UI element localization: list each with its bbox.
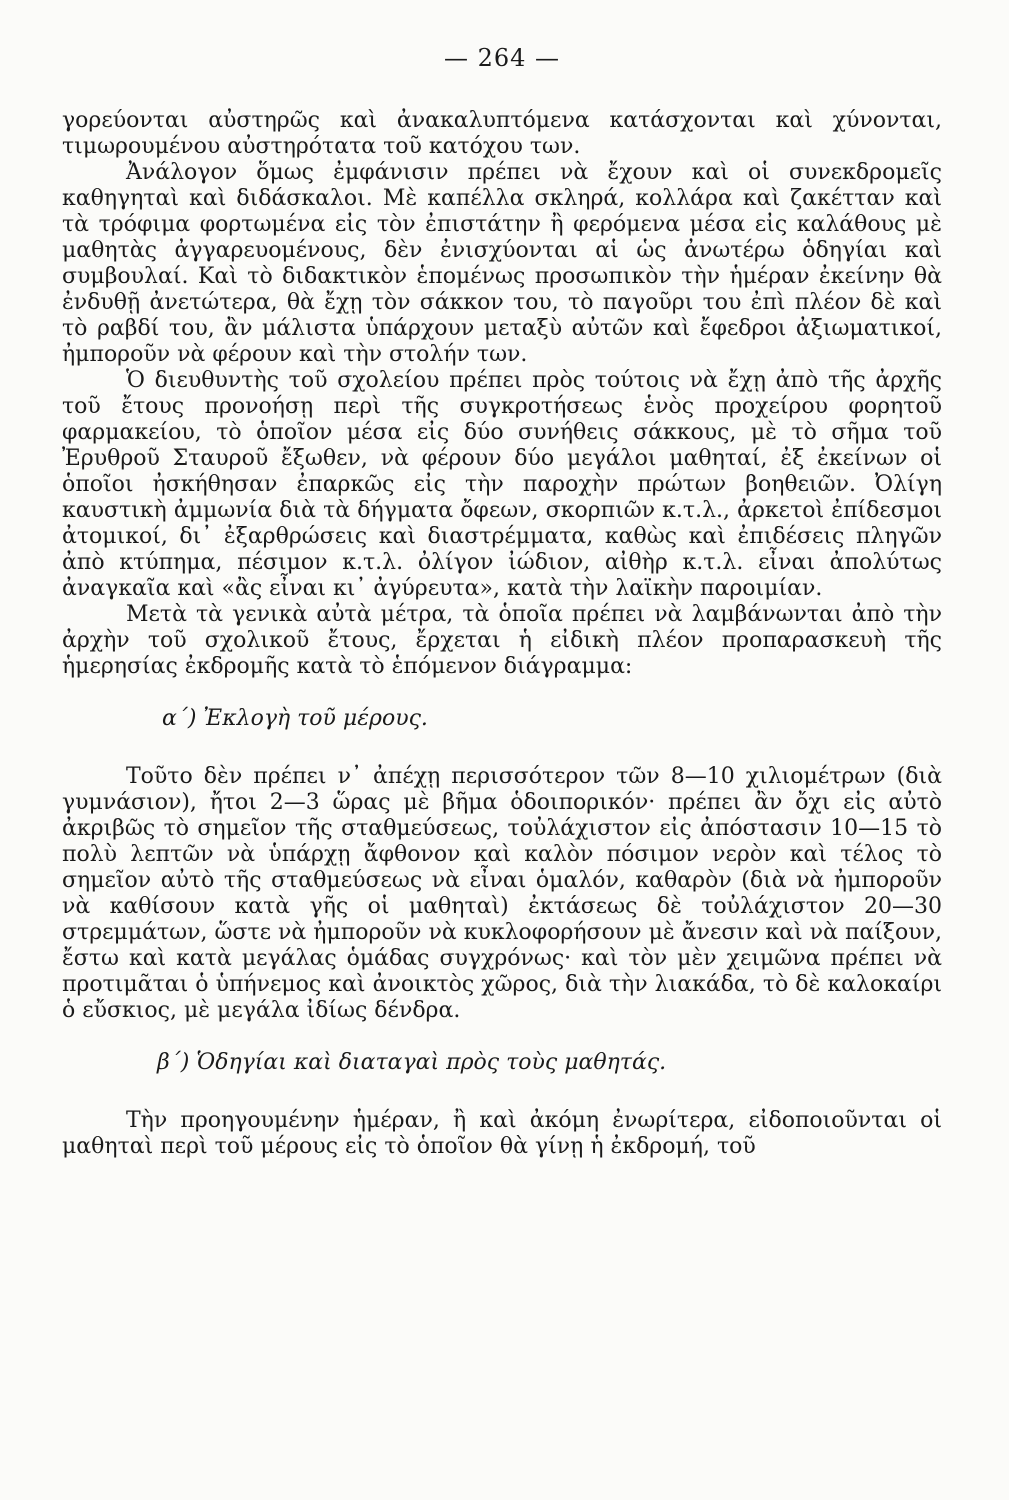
- paragraph-student-instructions: Τὴν προηγουμένην ἡμέραν, ἢ καὶ ἀκόμη ἐνωρίτερα, εἰδοποιοῦνται οἱ μαθηταὶ περὶ τοῦ μέρους εἰς τὸ ὁποῖον θὰ γίνῃ ἡ ἐκδρομή, τοῦ: [62, 1108, 942, 1159]
- page-number: — 264 —: [443, 44, 561, 72]
- paragraph-location-choice: Τοῦτο δὲν πρέπει ν᾿ ἀπέχῃ περισσότερον τῶν 8—10 χιλιομέτρων (διὰ γυμνάσιον), ἤτοι 2—3 ὥρας μὲ βῆμα ὁδοιπορικόν· πρέπει ἂν ὄχι εἰς αὐτὸ ἀκριβῶς τὸ σημεῖον τῆς σταθμεύσεως, τοὐλάχιστον εἰς ἀπόστασιν 10—15 τὸ πολὺ λεπτῶν νὰ ὑπάρχῃ ἄφθονον καὶ καλὸν πόσιμον νερὸν καὶ τέλος τὸ σημεῖον αὐτὸ τῆς σταθμεύσεως νὰ εἶναι ὁμαλόν, καθαρὸν (διὰ νὰ ἠμποροῦν νὰ καθίσουν κατὰ γῆς οἱ μαθηταὶ) ἐκτάσεως δὲ τοὐλάχιστον 20—30 στρεμμάτων, ὥστε νὰ ἠμποροῦν νὰ κυκλοφορήσουν μὲ ἄνεσιν καὶ νὰ παίξουν, ἔστω καὶ κατὰ μεγάλας ὁμάδας συγχρόνως· καὶ τὸν μὲν χειμῶνα πρέπει νὰ προτιμᾶται ὁ ὑπήνεμος καὶ ἀνοικτὸς χῶρος, διὰ τὴν λιακάδα, τὸ δὲ καλοκαίρι ὁ εὔσκιος, μὲ μεγάλα ἰδίως δένδρα.: [62, 764, 942, 1023]
- paragraph-teachers-appearance: Ἀνάλογον ὅμως ἐμφάνισιν πρέπει νὰ ἔχουν καὶ οἱ συνεκδρομεῖς καθηγηταὶ καὶ διδάσκαλοι. Μὲ καπέλλα σκληρά, κολλάρα καὶ ζακέτταν καὶ τὰ τρόφιμα φορτωμένα εἰς τὸν ἐπιστάτην ἢ φερόμενα μέσα εἰς καλάθους μὲ μαθητὰς ἀγγαρευομένους, δὲν ἐνισχύονται αἱ ὡς ἀνωτέρω ὁδηγίαι καὶ συμβουλαί. Καὶ τὸ διδακτικὸν ἑπομένως προσωπικὸν τὴν ἡμέραν ἐκείνην θὰ ἐνδυθῇ ἀνετώτερα, θὰ ἔχῃ τὸν σάκκον του, τὸ παγοῦρι του ἐπὶ πλέον δὲ καὶ τὸ ραβδί του, ἂν μάλιστα ὑπάρχουν μεταξὺ αὐτῶν καὶ ἔφεδροι ἀξιωματικοί, ἠμποροῦν νὰ φέρουν καὶ τὴν στολήν των.: [62, 160, 942, 367]
- section-heading-b: β´) Ὁδηγίαι καὶ διαταγαὶ πρὸς τοὺς μαθητάς.: [157, 1050, 667, 1075]
- paragraph-first-aid-kit: Ὁ διευθυντὴς τοῦ σχολείου πρέπει πρὸς τούτοις νὰ ἔχῃ ἀπὸ τῆς ἀρχῆς τοῦ ἔτους προνοήσῃ περὶ τῆς συγκροτήσεως ἑνὸς προχείρου φορητοῦ φαρμακείου, τὸ ὁποῖον μέσα εἰς δύο συνήθεις σάκκους, μὲ τὸ σῆμα τοῦ Ἐρυθροῦ Σταυροῦ ἔξωθεν, νὰ φέρουν δύο μεγάλοι μαθηταί, ἐξ ἐκείνων οἱ ὁποῖοι ἠσκήθησαν ἐπαρκῶς εἰς τὴν παροχὴν πρώτων βοηθειῶν. Ὀλίγη καυστικὴ ἀμμωνία διὰ τὰ δήγματα ὄφεων, σκορπιῶν κ.τ.λ., ἀρκετοὶ ἐπίδεσμοι ἀτομικοί, δι᾿ ἐξαρθρώσεις καὶ διαστρέμματα, καθὼς καὶ ἐπιδέσεις πληγῶν ἀπὸ κτύπημα, πέσιμον κ.τ.λ. ὀλίγον ἰώδιον, αἰθὴρ κ.τ.λ. εἶναι ἀπολύτως ἀναγκαῖα καὶ «ἂς εἶναι κι᾿ ἀγύρευτα», κατὰ τὴν λαϊκὴν παροιμίαν.: [62, 368, 942, 601]
- paragraph-continuation: γορεύονται αὐστηρῶς καὶ ἀνακαλυπτόμενα κατάσχονται καὶ χύνονται, τιμωρουμένου αὐστηρότατα τοῦ κατόχου των.: [62, 108, 942, 159]
- paragraph-preparation-plan: Μετὰ τὰ γενικὰ αὐτὰ μέτρα, τὰ ὁποῖα πρέπει νὰ λαμβάνωνται ἀπὸ τὴν ἀρχὴν τοῦ σχολικοῦ ἔτους, ἔρχεται ἡ εἰδικὴ πλέον προπαρασκευὴ τῆς ἡμερησίας ἐκδρομῆς κατὰ τὸ ἑπόμενον διάγραμμα:: [62, 602, 942, 679]
- document-page: [62, 40, 942, 1160]
- section-heading-a: α´) Ἐκλογὴ τοῦ μέρους.: [162, 706, 428, 731]
